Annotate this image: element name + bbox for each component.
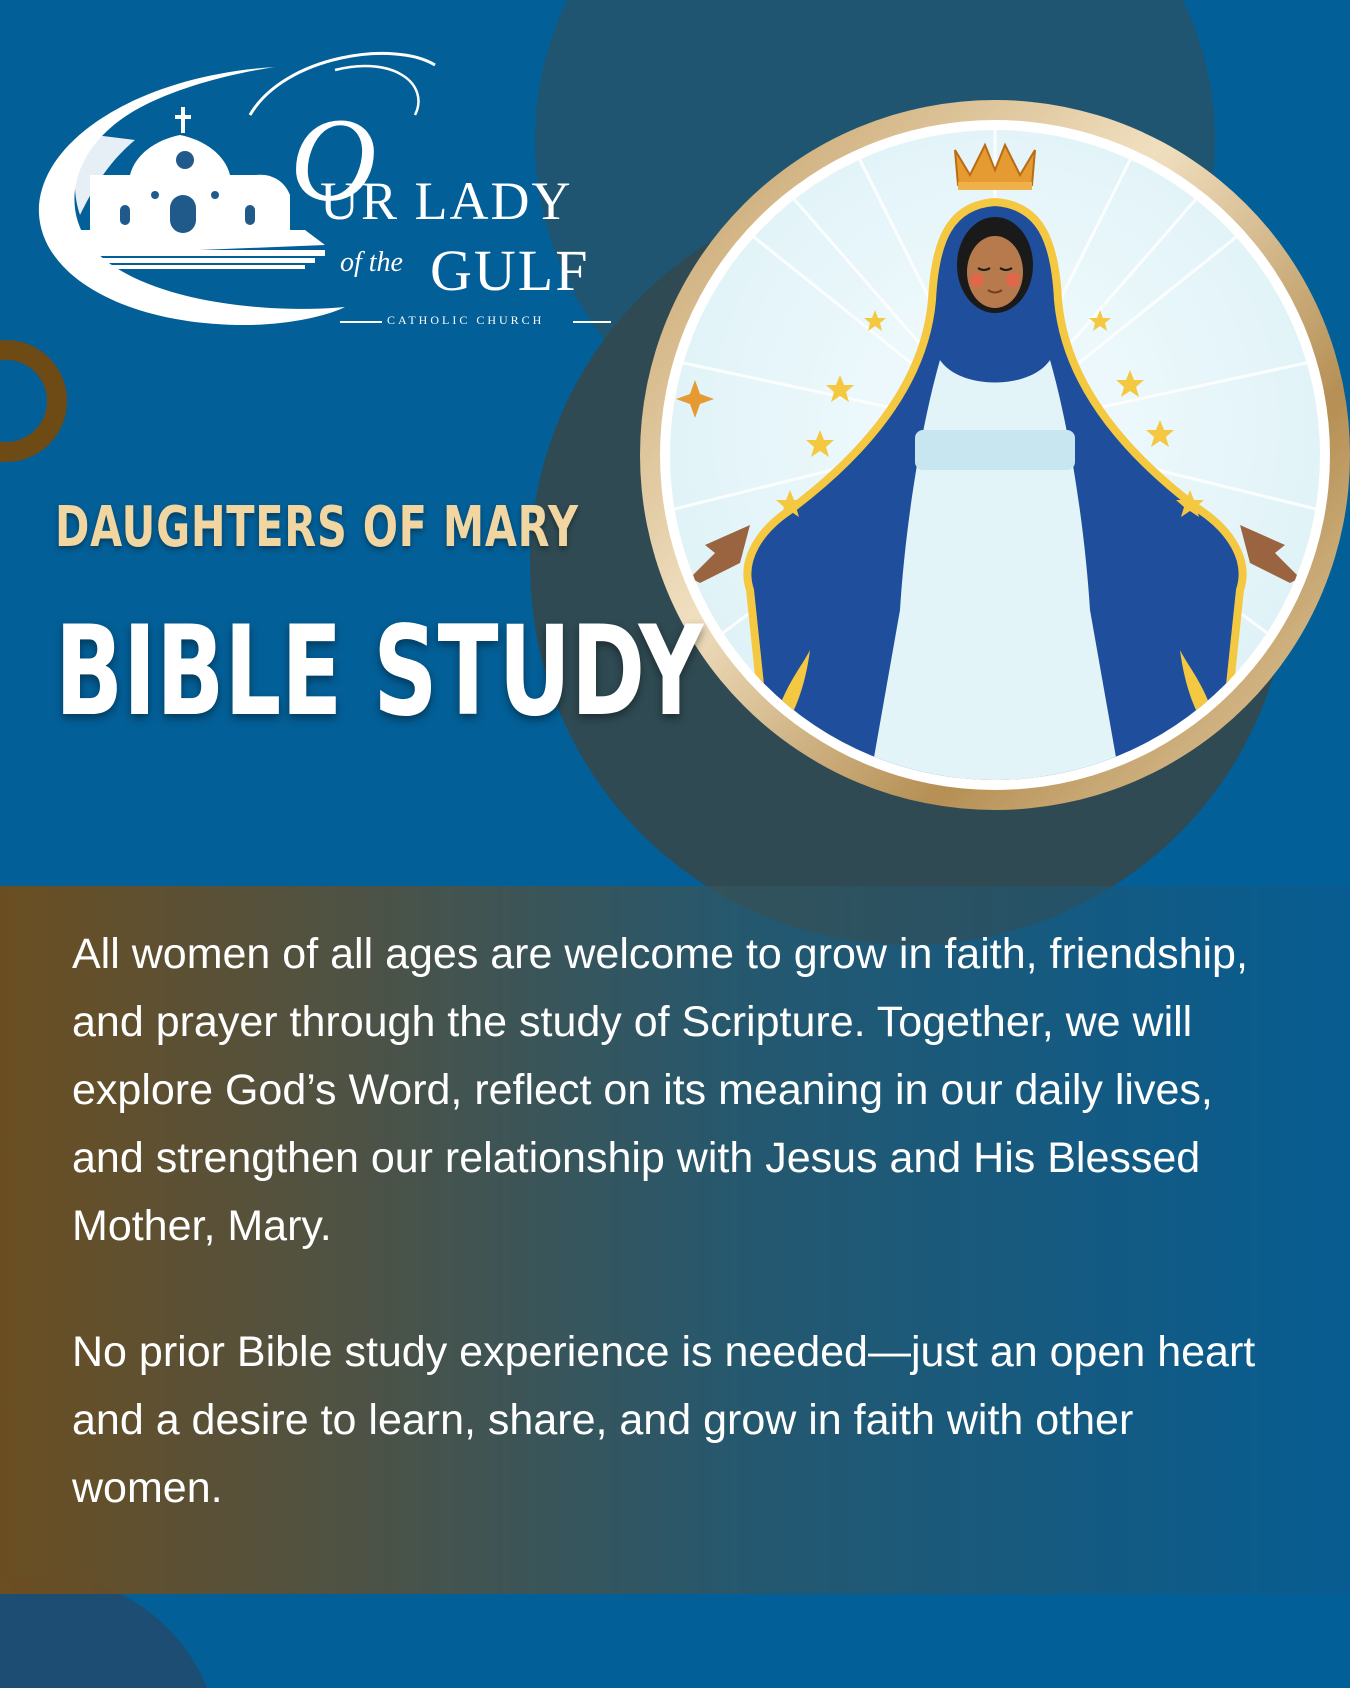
logo-initial: O <box>290 93 377 226</box>
virgin-mary-illustration <box>670 130 1320 780</box>
logo-name-small: of the <box>340 247 403 278</box>
medal-face <box>670 130 1320 780</box>
logo-rule-right <box>573 321 611 323</box>
logo-rule-left <box>340 321 382 323</box>
description-paragraph-2: No prior Bible study experience is needed—just an open heart and a desire to learn, share, and grow in faith with other women. <box>72 1328 1256 1512</box>
logo-name-line2: GULF <box>430 238 590 303</box>
subtitle-daughters-of-mary: DAUGHTERS OF MARY <box>55 495 579 560</box>
logo-subtitle: CATHOLIC CHURCH <box>387 313 545 327</box>
description-paragraph-1: All women of all ages are welcome to grow in faith, friendship, and prayer through the study of Scripture. Together, we will explore God’s Word, reflect on its meaning in our daily lives, and strengthen our relationship with Jesus and His Blessed Mother, Mary. <box>72 930 1248 1250</box>
title-bible-study: BIBLE STUDY <box>55 600 704 744</box>
parish-logo <box>35 45 635 365</box>
logo-name-line1: UR LADY <box>320 171 573 231</box>
